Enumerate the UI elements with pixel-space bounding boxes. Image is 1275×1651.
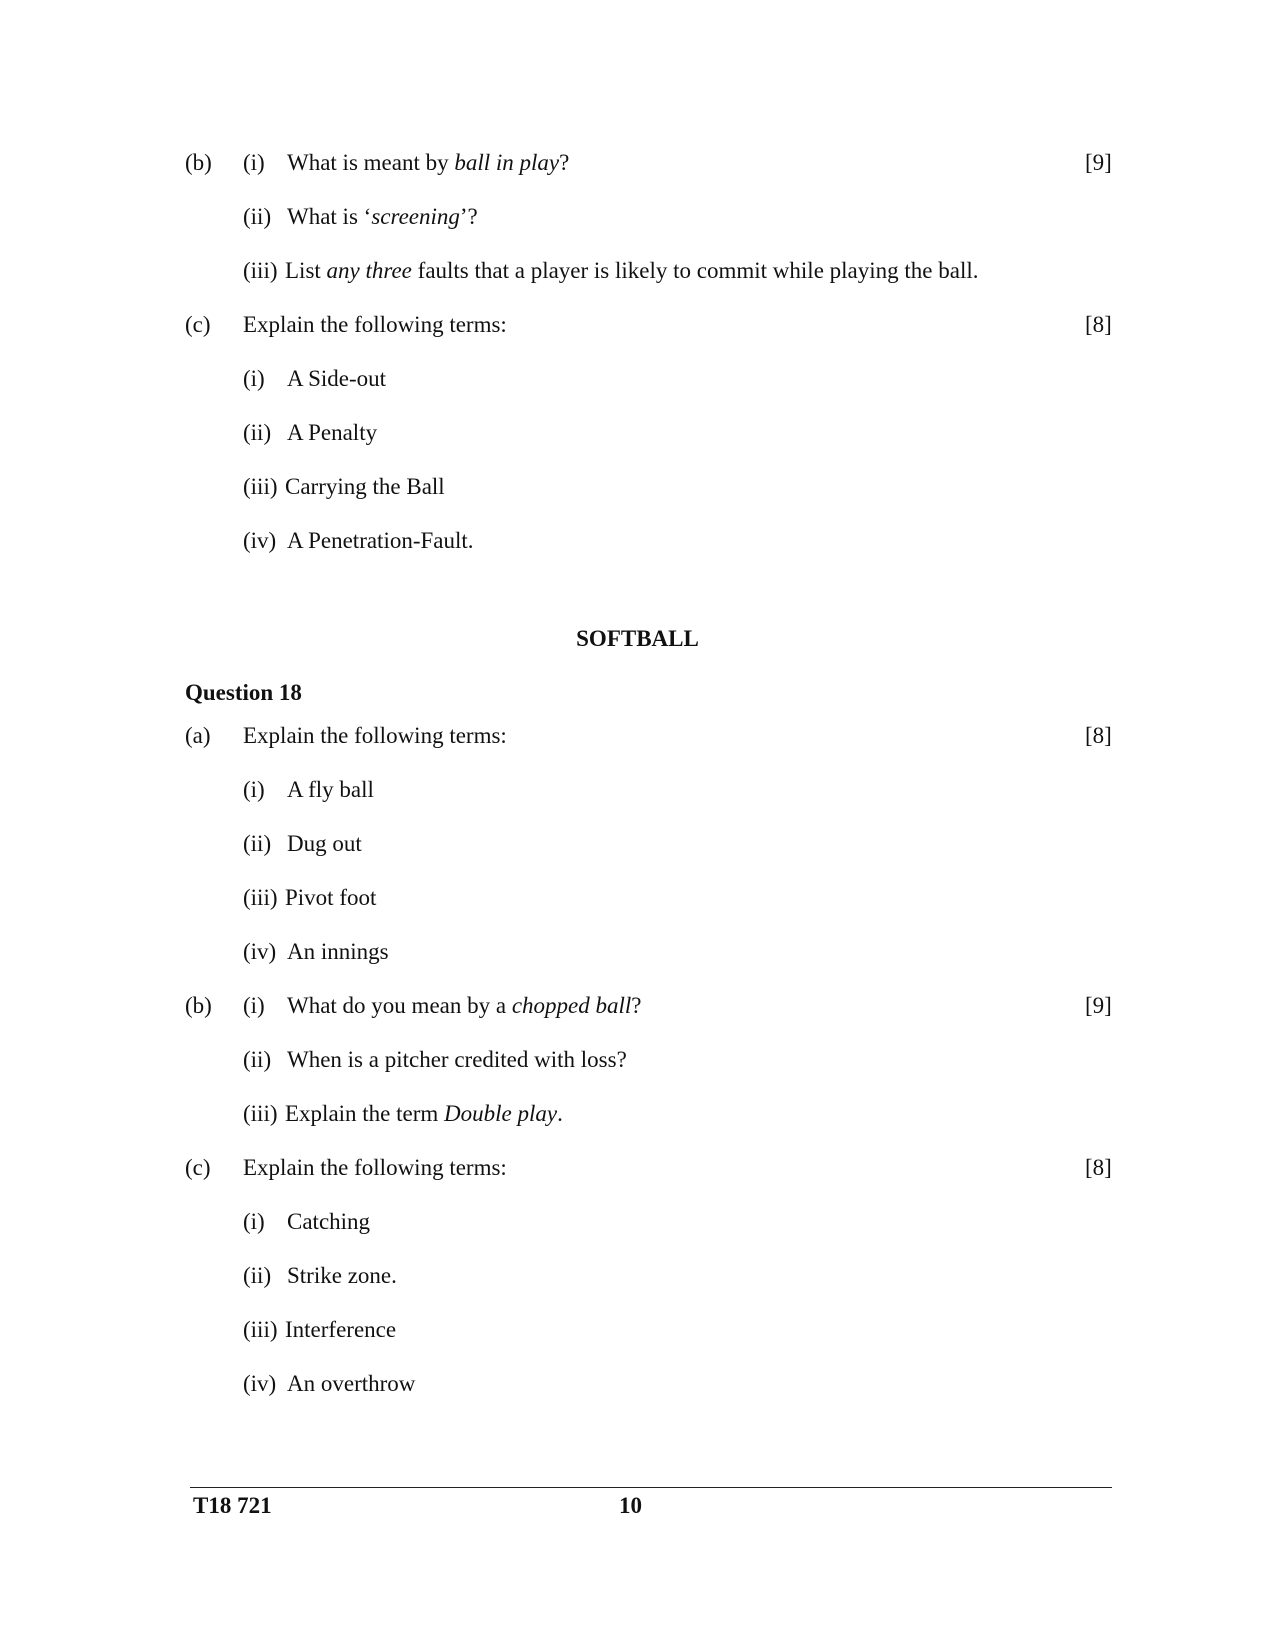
q18-b-i-question: What do you mean by a chopped ball? <box>287 993 642 1018</box>
q18-c-marks: [8] <box>1085 1155 1112 1180</box>
part-c-marks: [8] <box>1085 312 1112 337</box>
part-b-iii-question: List any three faults that a player is likely to commit while playing the ball. <box>285 258 979 283</box>
list-item-number: (iv) <box>243 1371 277 1396</box>
page-number: 10 <box>619 1493 642 1518</box>
list-item-number: (iv) <box>243 528 277 553</box>
section-heading: SOFTBALL <box>576 626 699 651</box>
q18-b-ii-question: When is a pitcher credited with loss? <box>287 1047 627 1072</box>
list-item: A Side-out <box>287 366 387 391</box>
q18-a-instruction: Explain the following terms: <box>243 723 507 748</box>
list-item-number: (iii) <box>243 1317 278 1342</box>
part-b-label: (b) <box>185 150 212 175</box>
list-item: Interference <box>285 1317 397 1342</box>
part-b-ii-question: What is ‘screening’? <box>287 204 478 229</box>
question-title: Question 18 <box>185 680 302 705</box>
part-c-instruction: Explain the following terms: <box>243 312 507 337</box>
part-c-label: (c) <box>185 312 211 337</box>
part-b-i-question: What is meant by ball in play? <box>287 150 570 175</box>
list-item: Carrying the Ball <box>285 474 445 499</box>
part-b-i-number: (i) <box>243 150 265 175</box>
list-item: An innings <box>287 939 389 964</box>
q18-b-iii-number: (iii) <box>243 1101 278 1126</box>
paper-code: T18 721 <box>193 1493 272 1518</box>
list-item-number: (i) <box>243 777 265 802</box>
list-item-number: (iii) <box>243 885 278 910</box>
q18-b-label: (b) <box>185 993 212 1018</box>
list-item: Pivot foot <box>285 885 377 910</box>
list-item-number: (i) <box>243 366 265 391</box>
list-item: A Penetration-Fault. <box>287 528 474 553</box>
q18-b-ii-number: (ii) <box>243 1047 272 1072</box>
list-item: A Penalty <box>287 420 378 445</box>
list-item-number: (iii) <box>243 474 278 499</box>
list-item: A fly ball <box>287 777 374 802</box>
part-b-marks: [9] <box>1085 150 1112 175</box>
list-item: Dug out <box>287 831 362 856</box>
list-item: Strike zone. <box>287 1263 397 1288</box>
q18-b-marks: [9] <box>1085 993 1112 1018</box>
q18-c-label: (c) <box>185 1155 211 1180</box>
list-item: Catching <box>287 1209 371 1234</box>
q18-c-instruction: Explain the following terms: <box>243 1155 507 1180</box>
list-item-number: (ii) <box>243 420 272 445</box>
q18-a-label: (a) <box>185 723 211 748</box>
list-item-number: (ii) <box>243 831 272 856</box>
list-item: An overthrow <box>287 1371 416 1396</box>
list-item-number: (iv) <box>243 939 277 964</box>
part-b-ii-number: (ii) <box>243 204 272 229</box>
q18-a-marks: [8] <box>1085 723 1112 748</box>
list-item-number: (ii) <box>243 1263 272 1288</box>
footer-rule <box>190 1487 1112 1488</box>
q18-b-iii-question: Explain the term Double play. <box>285 1101 563 1126</box>
part-b-iii-number: (iii) <box>243 258 278 283</box>
q18-b-i-number: (i) <box>243 993 265 1018</box>
list-item-number: (i) <box>243 1209 265 1234</box>
